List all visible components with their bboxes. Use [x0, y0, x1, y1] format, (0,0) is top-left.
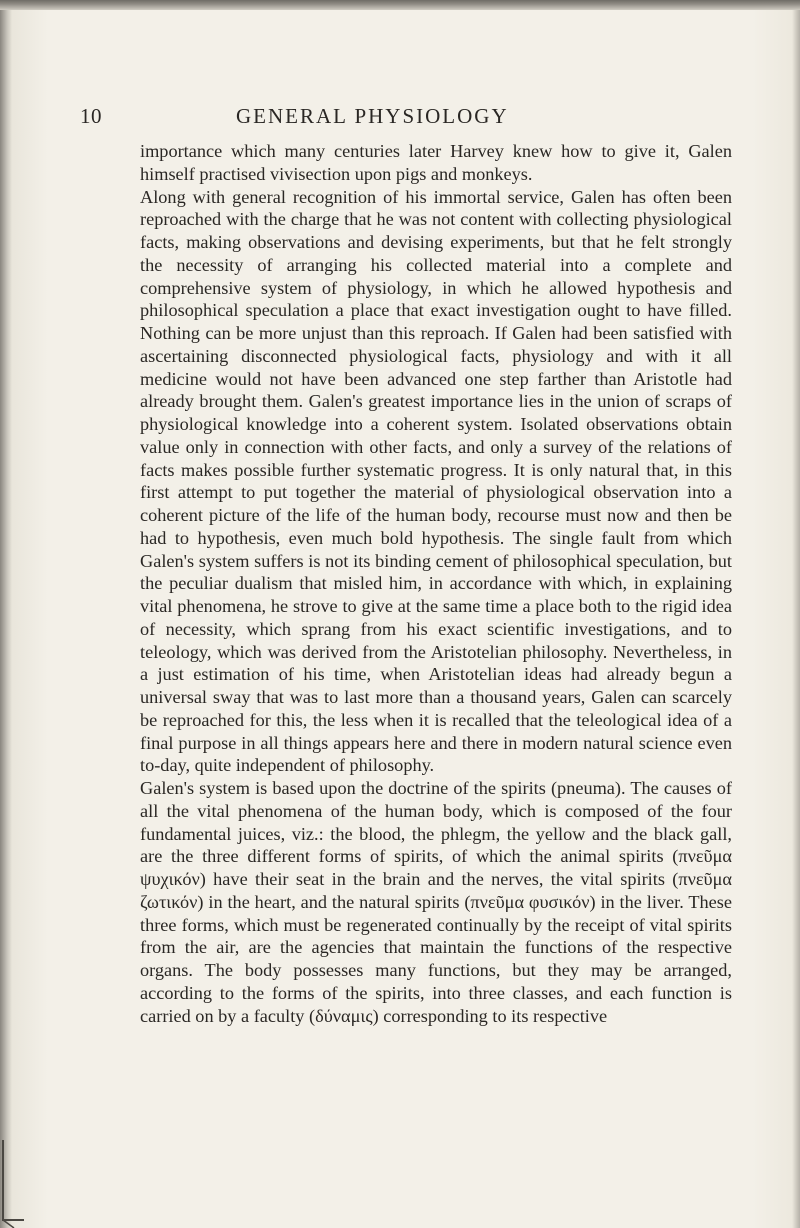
running-head-title: GENERAL PHYSIOLOGY — [236, 104, 509, 128]
corner-fold-mark — [0, 1140, 26, 1228]
left-page-edge — [0, 10, 12, 1228]
running-head — [0, 100, 800, 130]
page-number: 10 — [80, 104, 102, 128]
paragraph: Along with general recognition of his immortal service, Galen has often been reproached with the charge that he was not content with collecting physiological facts, making observations and devising experiments, but that he felt strongly the necessity of arranging his collected material into a complete and comprehensive system of physiology, in which he allowed hypothesis and philosophical speculation a place that exact investigation ought to have filled. Nothing can be more unjust than this reproach. If Galen had been satisfied with ascertaining disconnected physiological facts, physiology and with it all medicine would not have been advanced one step farther than Aristotle had already brought them. Galen's greatest importance lies in the union of scraps of physiological knowledge into a coherent system. Isolated observations obtain value only in connection with other facts, and only a survey of the relations of facts makes possible further systematic progress. It is only natural that, in this first attempt to put together the material of physiological observation into a coherent picture of the life of the human body, recourse must now and then be had to hypothesis, even much bold hypothesis. The single fault from which Galen's system suffers is not its binding cement of philosophical speculation, but the peculiar dualism that misled him, in accordance with which, in explaining vital phenomena, he strove to give at the same time a place both to the rigid idea of necessity, which sprang from his exact scientific investigations, and to teleology, which was derived from the Aristotelian philosophy. Nevertheless, in a just estimation of his time, when Aristotelian ideas had already begun a universal sway that was to last more than a thousand years, Galen can scarcely be reproached for this, the less when it is recalled that the teleological idea of a final purpose in all things appears here and there in modern natural science even to-day, quite independent of philosophy. — [140, 186, 732, 776]
paragraph: importance which many centuries later Harvey knew how to give it, Galen himself practised vivisection upon pigs and monkeys. — [140, 141, 732, 184]
body-text — [140, 140, 732, 1027]
right-page-edge — [792, 10, 800, 1228]
paragraph: Galen's system is based upon the doctrine of the spirits (pneuma). The causes of all the vital phenomena of the human body, which is composed of the four fundamental juices, viz.: the blood, the phlegm, the yellow and the black gall, are the three different forms of spirits, of which the animal spirits (πνεῦμα ψυχικόν) have their seat in the brain and the nerves, the vital spirits (πνεῦμα ζωτικόν) in the heart, and the natural spirits (πνεῦμα φυσικόν) in the liver. These three forms, which must be regenerated continually by the receipt of vital spirits from the air, are the agencies that maintain the functions of the respective organs. The body possesses many functions, but they may be arranged, according to the forms of the spirits, into three classes, and each function is carried on by a faculty (δύναμις) corresponding to its respective — [140, 778, 732, 1026]
top-page-edge — [0, 0, 800, 10]
